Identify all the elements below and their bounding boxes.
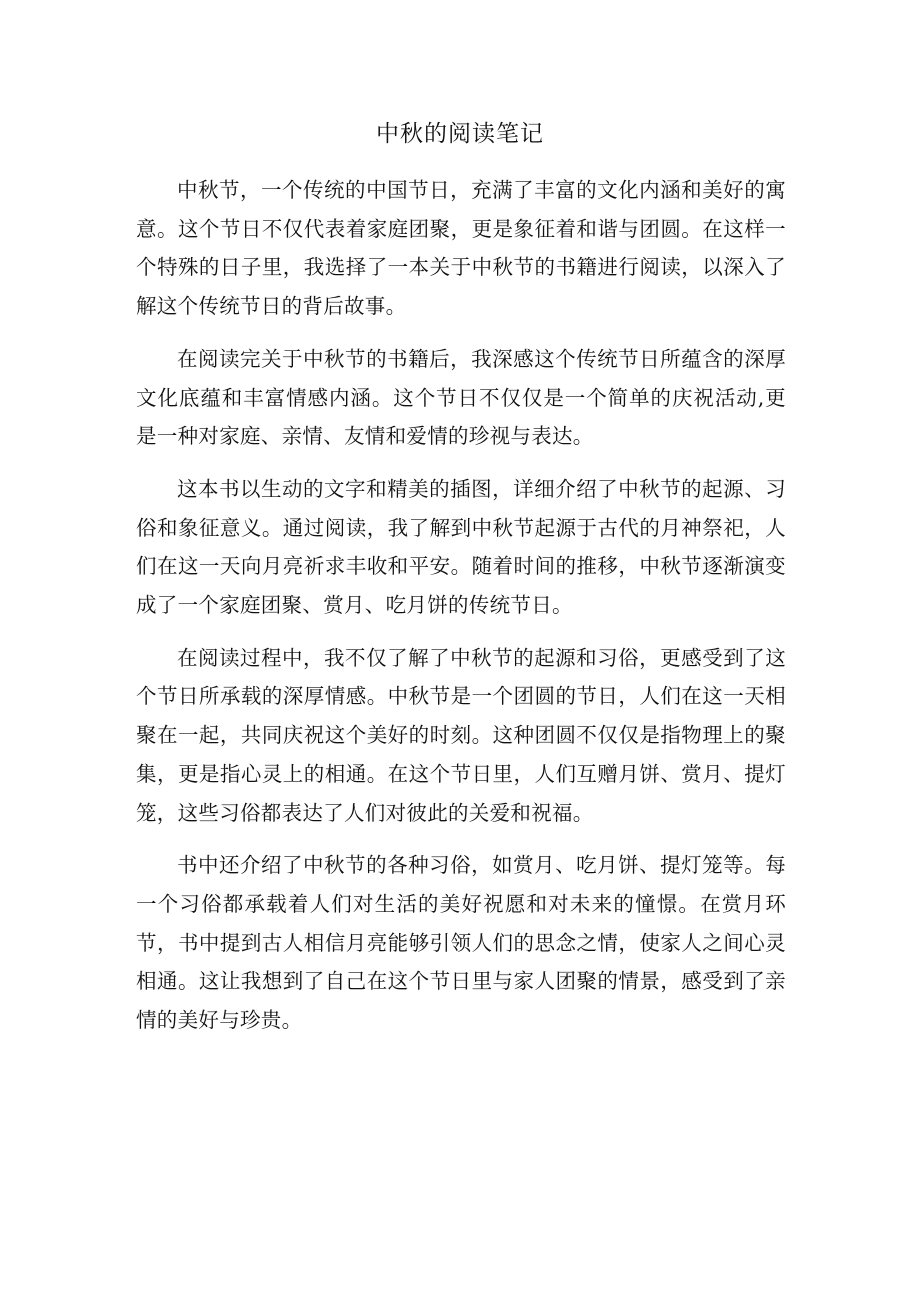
paragraph-5: 书中还介绍了中秋节的各种习俗，如赏月、吃月饼、提灯笼等。每一个习俗都承载着人们对生活的美好祝愿和对未来的憧憬。在赏月环节，书中提到古人相信月亮能够引领人们的思念之情，使家人之间心灵相通。这让我想到了自己在这个节日里与家人团聚的情景，感受到了亲情的美好与珍贵。	[136, 853, 786, 1033]
paragraph-2: 在阅读完关于中秋节的书籍后，我深感这个传统节日所蕴含的深厚文化底蕴和丰富情感内涵。这个节日不仅仅是一个简单的庆祝活动,更是一种对家庭、亲情、友情和爱情的珍视与表达。	[136, 346, 786, 449]
document-body	[136, 171, 786, 1054]
paragraph-3: 这本书以生动的文字和精美的插图，详细介绍了中秋节的起源、习俗和象征意义。通过阅读，我了解到中秋节起源于古代的月神祭祀，人们在这一天向月亮祈求丰收和平安。随着时间的推移，中秋节逐渐演变成了一个家庭团聚、赏月、吃月饼的传统节日。	[136, 476, 786, 618]
document-title: 中秋的阅读笔记	[376, 121, 544, 147]
paragraph-1: 中秋节，一个传统的中国节日，充满了丰富的文化内涵和美好的寓意。这个节日不仅代表着家庭团聚，更是象征着和谐与团圆。在这样一个特殊的日子里，我选择了一本关于中秋节的书籍进行阅读，以深入了解这个传统节日的背后故事。	[136, 178, 786, 319]
paragraph-4: 在阅读过程中，我不仅了解了中秋节的起源和习俗，更感受到了这个节日所承载的深厚情感。中秋节是一个团圆的节日，人们在这一天相聚在一起，共同庆祝这个美好的时刻。这种团圆不仅仅是指物理上的聚集，更是指心灵上的相通。在这个节日里，人们互赠月饼、赏月、提灯笼，这些习俗都表达了人们对彼此的关爱和祝福。	[136, 645, 786, 825]
